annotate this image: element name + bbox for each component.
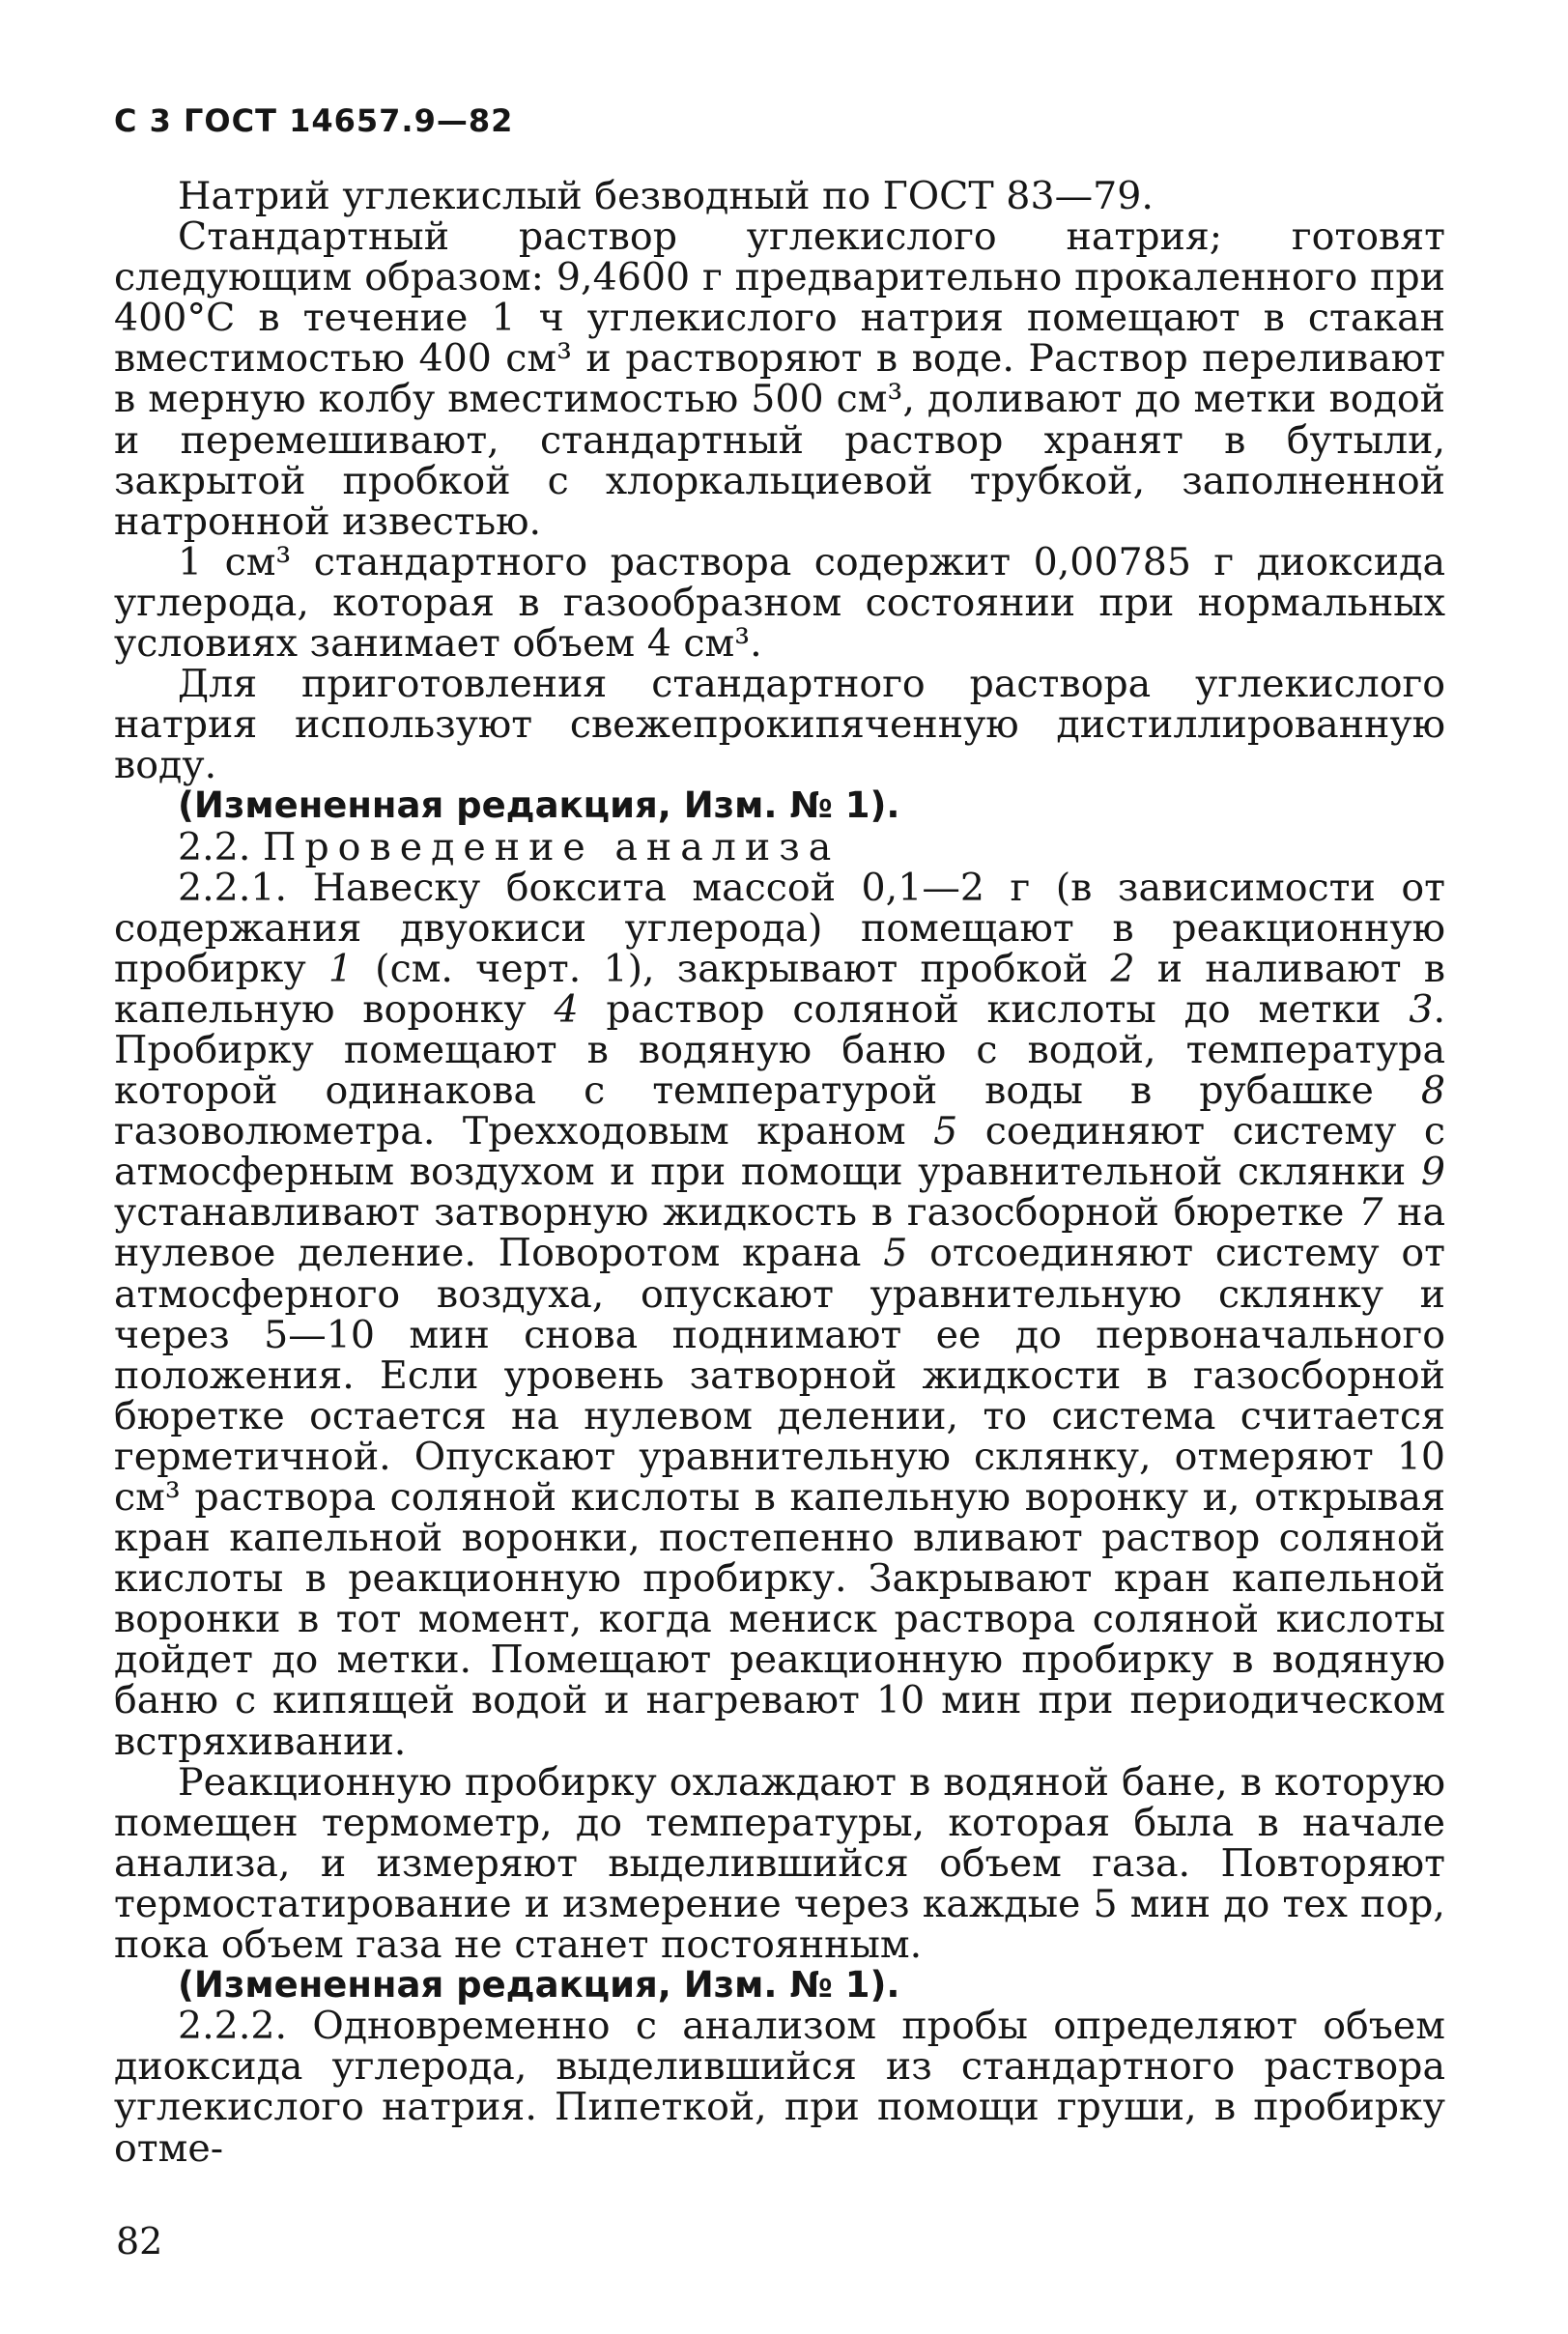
amendment-note: (Измененная редакция, Изм. № 1). (178, 784, 900, 827)
ref-number: 5 (933, 1109, 958, 1154)
paragraph-water: Для приготовления стандартного раствора углекислого натрия используют свежепрокипяченную дистиллированную воду. (114, 662, 1445, 788)
paragraph-2-2-2: 2.2.2. Одновременно с анализом пробы определяют объем диоксида углерода, выделившийся из стандартного раствора углекислого натрия. Пипеткой, при помощи груши, в пробирку отме- (114, 2004, 1445, 2171)
ref-number: 5 (883, 1231, 908, 1276)
ref-number: 4 (554, 986, 579, 1032)
ref-number: 1 (328, 946, 354, 991)
ref-number: 8 (1420, 1068, 1445, 1114)
section-number: 2.2. (178, 824, 251, 869)
page-number: 82 (116, 2220, 163, 2263)
paragraph-2-2-1: 2.2.1. Навеску боксита массой 0,1—2 г (в зависимости от содержания двуокиси углерода) помещают в реакционную пробирку 1 (см. черт. 1), закрывают пробкой 2 и наливают в капельную воронку 4 раствор соляной кислоты до метки 3. Пробирку помещают в водяную баню с водой, температура которой одинакова с температурой воды в рубашке 8 газоволюметра. Трехходовым краном 5 соединяют систему с атмосферным воздухом и при помощи уравнительной склянки 9 устанавливают затворную жидкость в газосборной бюретке 7 на нулевое деление. Поворотом крана 5 отсоединяют систему от атмосферного воздуха, опускают уравнительную склянку и через 5—10 мин снова поднимают ее до первоначального положения. Если уровень затворной жидкости в газосборной бюретке остается на нулевом делении, то система считается герметичной. Опускают уравнительную склянку, отмеряют 10 см³ раствора соляной кислоты в капельную воронку и, открывая кран капельной воронки, постепенно вливают раствор соляной кислоты в реакционную пробирку. Закрывают кран капельной воронки в тот момент, когда мениск раствора соляной кислоты дойдет до метки. Помещают реакционную пробирку в водяную баню с кипящей водой и нагревают 10 мин при периодическом встряхивании. (114, 865, 1446, 1764)
paragraph-cooling: Реакционную пробирку охлаждают в водяной бане, в которую помещен термометр, до температуры, которая была в начале анализа, и измеряют выделившийся объем газа. Повторяют термостатирование и измерение через каждые 5 мин до тех пор, пока объем газа не станет постоянным. (114, 1759, 1445, 1968)
section-title: Проведение анализа (262, 824, 841, 869)
ref-number: 2 (1110, 946, 1135, 991)
page-header: С 3 ГОСТ 14657.9—82 (114, 102, 514, 139)
body-text (114, 176, 1445, 2169)
amendment-note: (Измененная редакция, Изм. № 1). (178, 1964, 900, 2007)
paragraph-sodium-carbonate: Натрий углекислый безводный по ГОСТ 83—79. (178, 174, 1154, 218)
ref-number: 3 (1409, 986, 1434, 1032)
paragraph-co2-content: 1 см³ стандартного раствора содержит 0,00785 г диоксида углерода, которая в газообразном состоянии при нормальных условиях занимает объем 4 см³. (114, 539, 1445, 667)
ref-number: 7 (1358, 1190, 1383, 1236)
section-heading (114, 824, 1445, 869)
paragraph-standard-solution: Стандартный раствор углекислого натрия; готовят следующим образом: 9,4600 г предварительно прокаленного при 400°С в течение 1 ч углекислого натрия помещают в стакан вместимостью 400 см³ и растворяют в воде. Раствор переливают в мерную колбу вместимостью 500 см³, доливают до метки водой и перемешивают, стандартный раствор хранят в бутыли, закрытой пробкой с хлоркальциевой трубкой, заполненной натронной известью. (114, 214, 1445, 544)
ref-number: 9 (1420, 1150, 1445, 1195)
